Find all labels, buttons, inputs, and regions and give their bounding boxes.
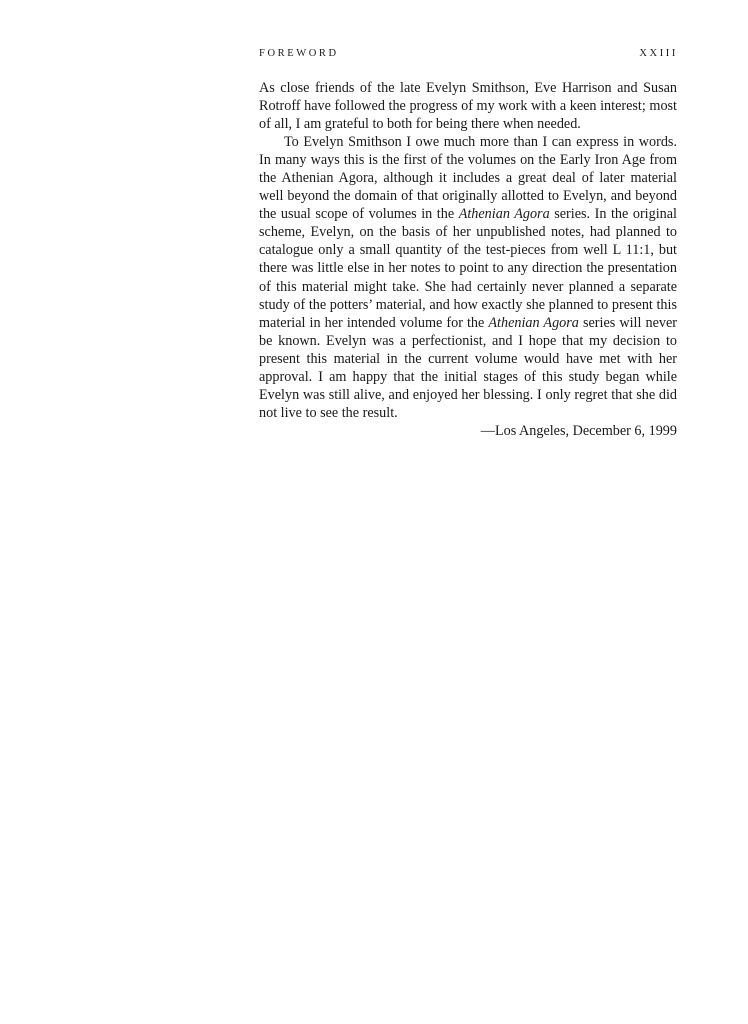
body-text [259,79,677,440]
signoff-place-date: —Los Angeles, December 6, 1999 [480,422,677,439]
paragraph-2-part-3: series will never be known. Evelyn was a perfectionist, and I hope that my decision to present this material in the current volume would have met with her approval. I am happy that the initial stages of this study began while Evelyn was still alive, and enjoyed her blessing. I only regret that she did not live to see the result. [259,314,677,421]
paragraph-2-part-2: series. In the original scheme, Evelyn, on the basis of her unpublished notes, had planned to catalogue only a small quantity of the test-pieces from well L 11:1, but there was little else in her notes to point to any direction the presentation of this material might take. She had certainly never planned a separate study of the potters’ material, and how exactly she planned to present this material in her intended volume for the [259,206,677,331]
section-title: FOREWORD [259,48,339,59]
paragraph-2-part-1: To Evelyn Smithson I owe much more than I can express in words. In many ways this is the first of the volumes on the Early Iron Age from the Athenian Agora, although it includes a great deal of later material well beyond the domain of that originally allotted to Evelyn, and beyond the usual scope of volumes in the [259,134,677,223]
series-title-italic: Athenian Agora [458,206,550,223]
series-title-italic: Athenian Agora [488,314,579,331]
paragraph-1: As close friends of the late Evelyn Smithson, Eve Harrison and Susan Rotroff have followed the progress of my work with a keen interest; most of all, I am grateful to both for being there when needed. [259,80,677,133]
paragraph-2 [259,133,677,422]
page-number: XXIII [639,48,678,59]
running-head [259,48,676,64]
